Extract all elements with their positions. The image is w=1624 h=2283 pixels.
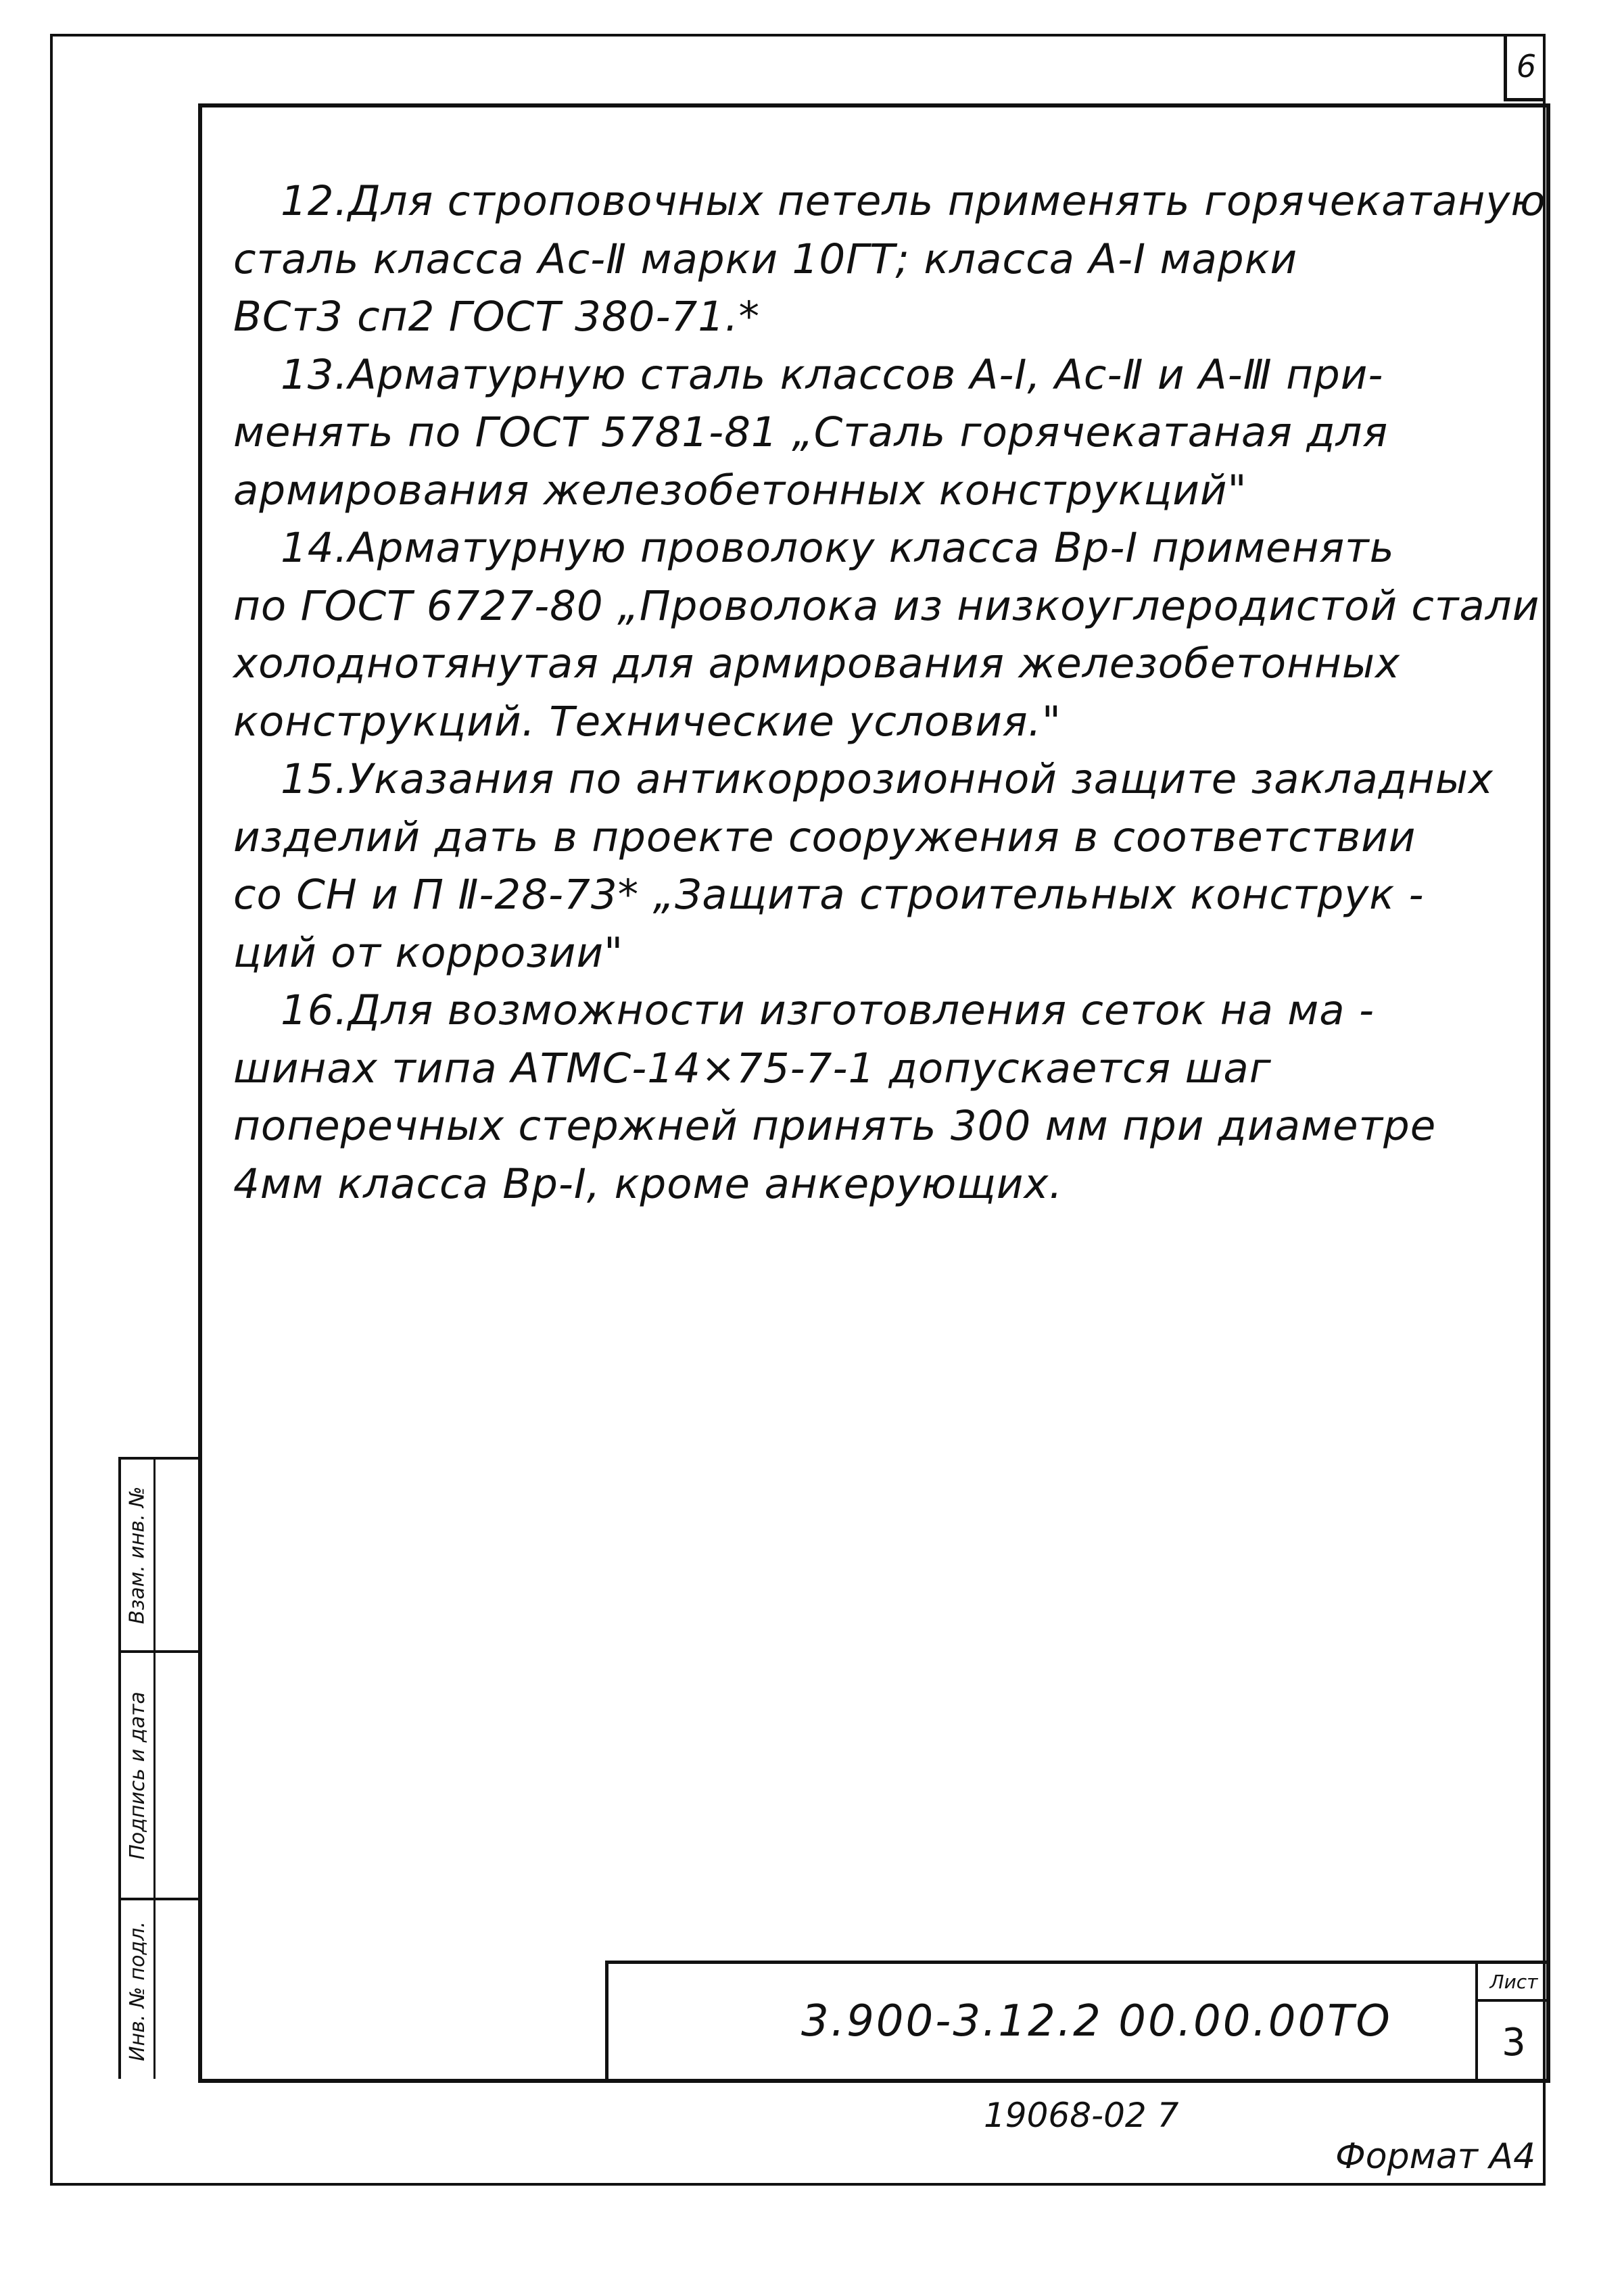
note-line: ВСт3 сп2 ГОСТ 380-71.* (233, 293, 760, 341)
archive-number: 19068-02 7 (984, 2096, 1179, 2135)
sheet-cell (1475, 1964, 1550, 2083)
document-code: 3.900-3.12.2 00.00.00ТО (801, 1996, 1392, 2046)
side-stamp-replacement-cell (122, 1460, 152, 1650)
note-line: шинах типа АТМС-14×75-7-1 допускается шаг (233, 1044, 1272, 1092)
notes-text (233, 172, 1546, 1213)
note-line: менять по ГОСТ 5781-81 „Сталь горячекатаная для (233, 408, 1389, 456)
note-line: по ГОСТ 6727-80 „Проволока из низкоуглеродистой стали (233, 581, 1540, 630)
note-line: 12.Для строповочных петель применять горячекатаную (281, 177, 1546, 225)
note-line: холоднотянутая для армирования железобетонных (233, 640, 1401, 688)
note-line: 16.Для возможности изготовления сеток на ма - (281, 986, 1375, 1034)
page-corner-number (1504, 34, 1546, 101)
format-label: Формат А4 (1335, 2136, 1536, 2177)
note-16 (233, 982, 1504, 1213)
note-line: 13.Арматурную сталь классов А-Ⅰ, Ас-Ⅱ и А-Ⅲ при- (281, 350, 1384, 399)
sheet-label: Лист (1478, 1964, 1550, 2002)
sheet-number: 3 (1502, 2020, 1526, 2065)
note-14 (233, 519, 1540, 750)
note-line: сталь класса Ас-Ⅱ марки 10ГТ; класса А-Ⅰ марки (233, 235, 1298, 283)
side-stamp-label: Инв. № подл. (125, 1921, 149, 2061)
note-line: 15.Указания по антикоррозионной защите закладных (281, 755, 1494, 803)
note-line: 4мм класса Вр-Ⅰ, кроме анкерующих. (233, 1159, 1063, 1208)
note-15 (233, 750, 1504, 982)
page-corner-number-text: 6 (1516, 47, 1537, 85)
side-stamp-inventory-cell (122, 1900, 152, 2082)
note-line: со СН и П Ⅱ-28-73* „Защита строительных конструк - (233, 871, 1425, 919)
note-line: ций от коррозии" (233, 928, 624, 977)
note-line: изделий дать в проекте сооружения в соответствии (233, 813, 1416, 861)
side-stamp-label: Подпись и дата (125, 1691, 149, 1860)
side-stamp (118, 1457, 202, 2079)
note-line: 14.Арматурную проволоку класса Вр-Ⅰ применять (281, 524, 1395, 572)
title-block (605, 1961, 1546, 2083)
note-line: конструкций. Технические условия." (233, 697, 1061, 746)
side-stamp-divider (153, 1460, 156, 2079)
note-12 (233, 172, 1546, 346)
note-13 (233, 346, 1504, 520)
note-line: армирования железобетонных конструкций" (233, 466, 1247, 514)
side-stamp-signature-cell (122, 1653, 152, 1898)
side-stamp-label: Взам. инв. № (125, 1486, 149, 1624)
note-line: поперечных стержней принять 300 мм при диаметре (233, 1102, 1437, 1150)
